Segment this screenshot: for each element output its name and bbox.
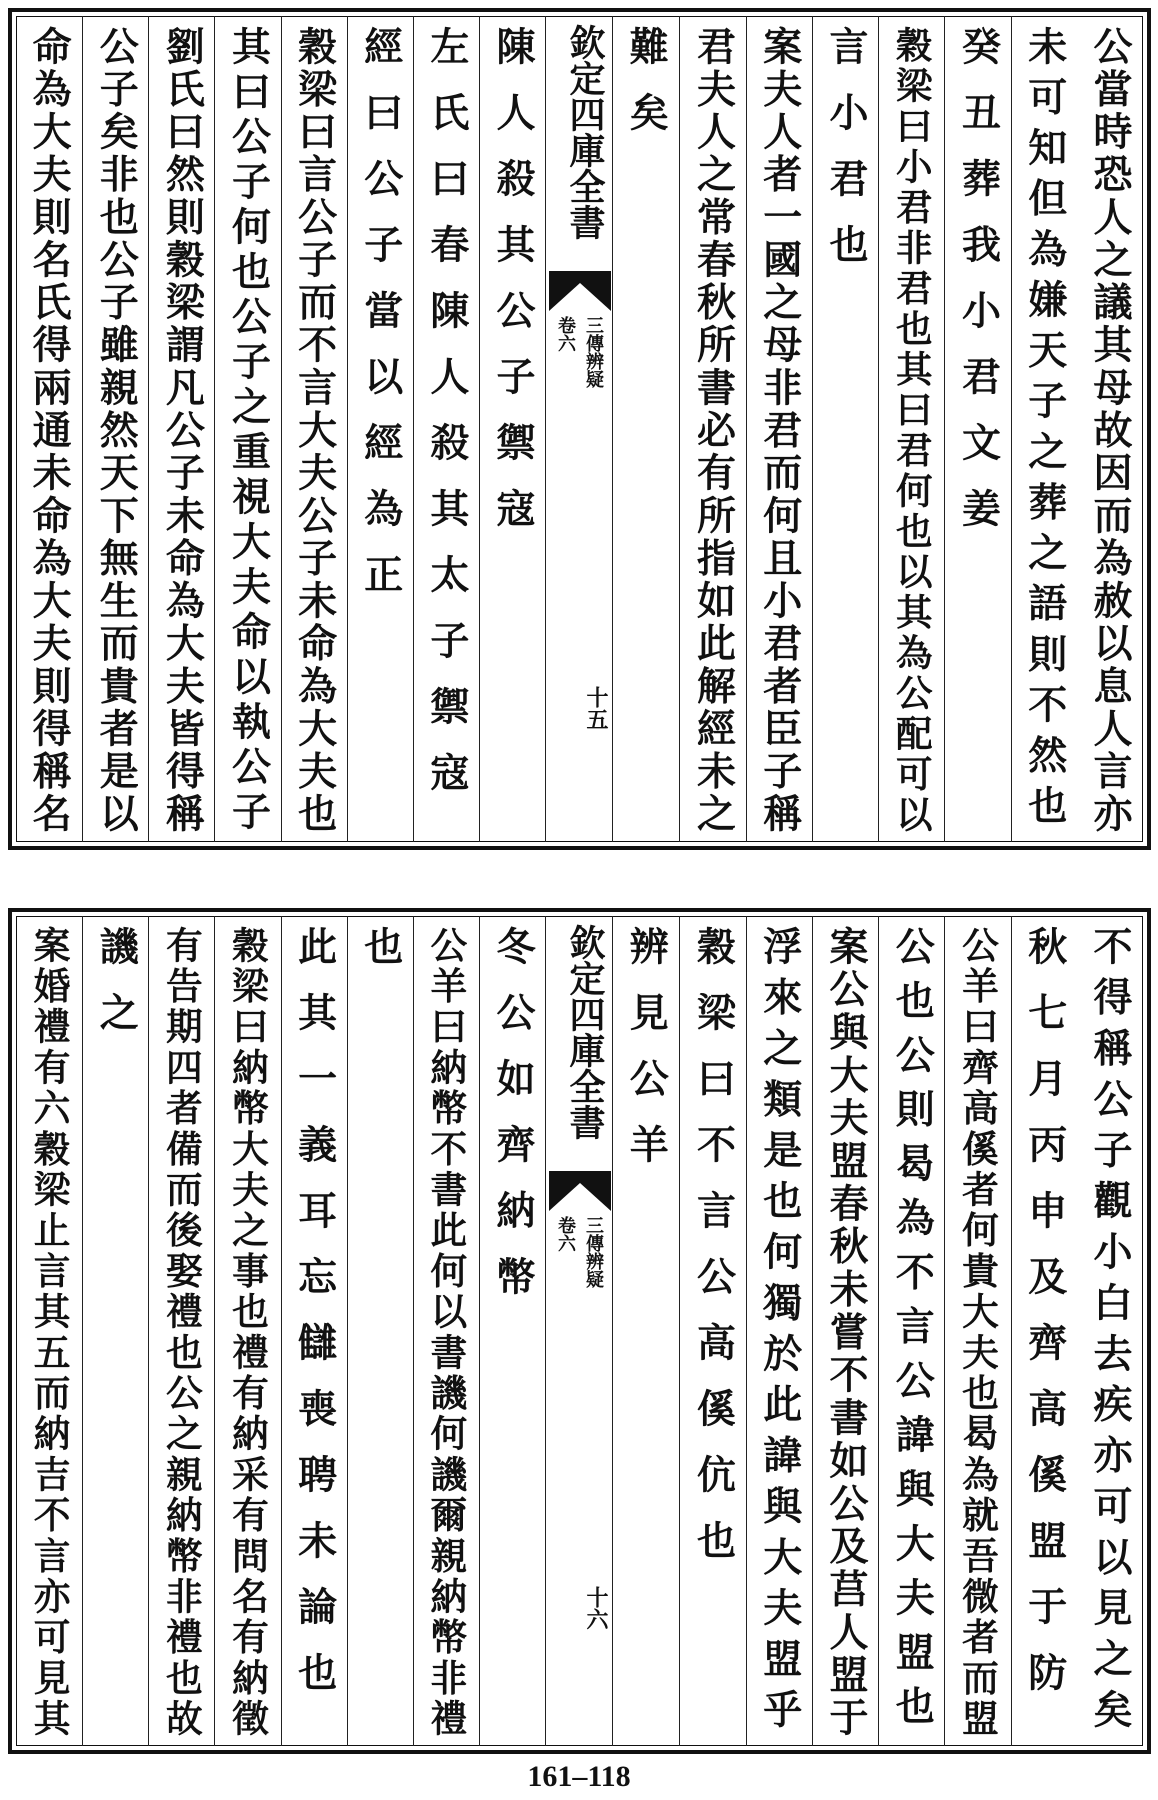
column-text: 經曰公子當以經為正 — [357, 26, 404, 620]
text-column — [613, 16, 679, 842]
bottom-leaf-fold-strip — [545, 916, 613, 1746]
text-column — [1011, 916, 1077, 1746]
text-column — [281, 16, 347, 842]
fold-book-title: 三傳辨疑 — [583, 1216, 604, 1288]
column-text: 未可知但為嫌天子之葬之語則不然也 — [1021, 26, 1068, 836]
column-text: 公當時恐人之議其母故因而為赦以息人言亦 — [1087, 26, 1133, 836]
top-leaf-fold-strip — [545, 16, 613, 842]
text-column — [944, 916, 1010, 1746]
text-column — [679, 916, 745, 1746]
column-text: 譏之 — [93, 926, 140, 1058]
column-text: 案婚禮有六穀梁止言其五而納吉不言亦可見其 — [28, 926, 72, 1740]
text-column — [148, 916, 214, 1746]
text-column — [613, 916, 679, 1746]
text-column — [214, 16, 280, 842]
column-text: 公羊曰納幣不書此何以書譏何譏爾親納幣非禮 — [424, 926, 468, 1740]
column-text: 有告期四者備而後娶禮也公之親納幣非禮也故 — [160, 926, 204, 1740]
column-text: 公羊曰齊高傒者何貴大夫也曷為就吾微者而盟 — [956, 926, 1000, 1740]
fish-tail-icon — [549, 271, 611, 311]
text-column — [746, 16, 812, 842]
text-column — [347, 916, 413, 1746]
column-text: 案夫人者一國之母非君而何且小君者臣子稱 — [756, 26, 803, 836]
text-column — [347, 16, 413, 842]
column-text: 劉氏曰然則穀梁謂凡公子未命為大夫皆得稱 — [159, 26, 206, 836]
column-text: 浮來之類是也何獨於此諱與大夫盟乎 — [756, 926, 803, 1740]
text-column — [16, 916, 82, 1746]
column-text: 也 — [357, 926, 404, 992]
fold-title: 欽定四庫全書 — [564, 924, 606, 1140]
text-column — [679, 16, 745, 842]
text-column — [16, 16, 82, 842]
column-text: 左氏曰春陳人殺其太子禦寇 — [423, 26, 470, 818]
fold-juan: 卷六 — [555, 316, 576, 352]
text-column — [1077, 916, 1143, 1746]
text-column — [1077, 16, 1143, 842]
column-text: 此其一義耳忘讎喪聘未論也 — [291, 926, 338, 1718]
column-text: 陳人殺其公子禦寇 — [490, 26, 536, 554]
fold-juan: 卷六 — [555, 1216, 576, 1252]
column-text: 公也公則曷為不言公諱與大夫盟也 — [889, 926, 936, 1740]
text-column — [479, 916, 545, 1746]
text-column — [878, 16, 944, 842]
fold-book-title: 三傳辨疑 — [583, 316, 604, 388]
column-text: 癸丑葬我小君文姜 — [955, 26, 1002, 554]
column-text: 不得稱公子觀小白去疾亦可以見之矣 — [1087, 926, 1133, 1740]
text-column — [812, 916, 878, 1746]
column-text: 其曰公子何也公子之重視大夫命以執公子 — [225, 26, 272, 836]
column-text: 案公與大夫盟春秋未嘗不書如公及莒人盟于 — [823, 926, 869, 1740]
fold-title: 欽定四庫全書 — [564, 24, 606, 240]
top-leaf — [0, 0, 1158, 860]
text-column — [812, 16, 878, 842]
text-column — [746, 916, 812, 1746]
column-text: 辨見公羊 — [623, 926, 670, 1190]
column-text: 公子矣非也公子雖親然天下無生而貴者是以 — [93, 26, 140, 836]
text-column — [148, 16, 214, 842]
text-column — [944, 16, 1010, 842]
text-column — [82, 916, 148, 1746]
text-column — [878, 916, 944, 1746]
bottom-leaf — [0, 900, 1158, 1760]
text-column — [214, 916, 280, 1746]
column-text: 難矣 — [623, 26, 670, 158]
text-column — [479, 16, 545, 842]
text-column — [82, 16, 148, 842]
column-text: 冬公如齊納幣 — [490, 926, 536, 1322]
fold-folio-number: 十五 — [583, 686, 609, 730]
fish-tail-icon — [549, 1171, 611, 1211]
text-column — [413, 916, 479, 1746]
column-text: 穀梁曰納幣大夫之事也禮有納采有問名有納徵 — [226, 926, 270, 1740]
page-number: 161–118 — [527, 1760, 631, 1793]
column-text: 命為大夫則名氏得兩通未命為大夫則得稱名 — [26, 26, 73, 836]
text-column — [413, 16, 479, 842]
column-text: 君夫人之常春秋所書必有所指如此解經未之 — [690, 26, 737, 836]
text-column — [1011, 16, 1077, 842]
fold-folio-number: 十六 — [583, 1586, 609, 1630]
column-text: 穀梁曰不言公高傒伉也 — [690, 926, 737, 1586]
column-text: 秋七月丙申及齊高傒盟于防 — [1021, 926, 1068, 1718]
column-text: 言小君也 — [823, 26, 869, 290]
text-column — [281, 916, 347, 1746]
column-text: 穀梁曰言公子而不言大夫公子未命為大夫也 — [291, 26, 338, 836]
column-text: 穀梁曰小君非君也其曰君何也以其為公配可以 — [890, 26, 934, 836]
